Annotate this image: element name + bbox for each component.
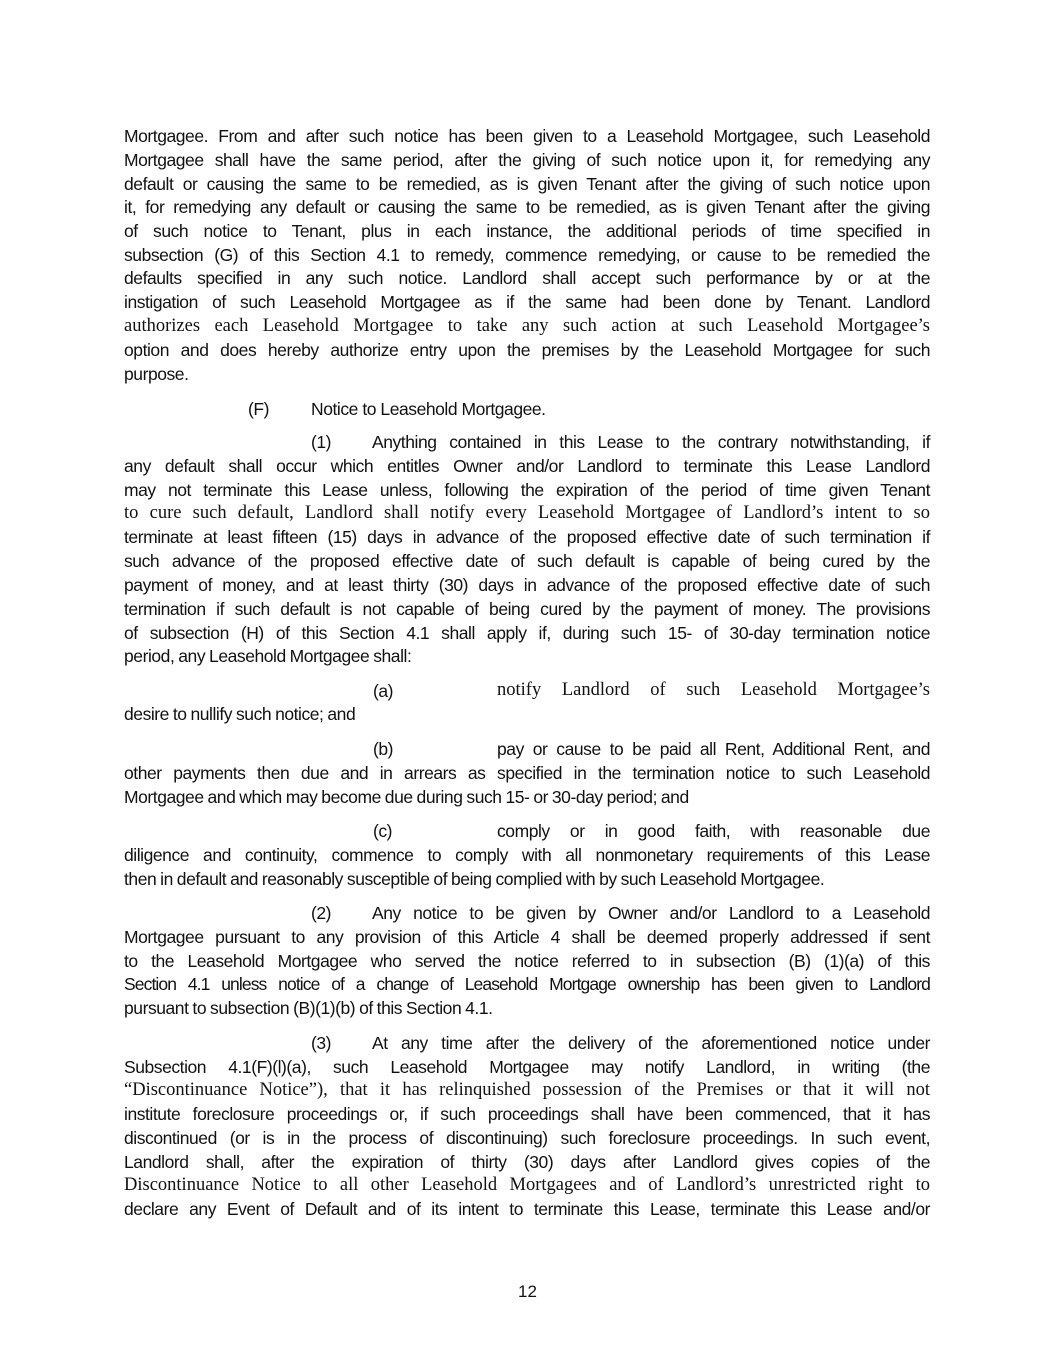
text-line: such advance of the proposed effective date of such default is capable of being cured by the (124, 551, 930, 571)
item-marker: (c) (373, 821, 393, 841)
text-line: then in default and reasonably susceptible of being complied with by such Leasehold Mortgagee. (124, 869, 825, 889)
item-marker: (a) (373, 681, 394, 701)
section-heading: Notice to Leasehold Mortgagee. (311, 399, 546, 419)
text-line: payment of money, and at least thirty (30) days in advance of the proposed effective date of such (124, 575, 930, 595)
text-line: Subsection 4.1(F)(l)(a), such Leasehold Mortgagee may notify Landlord, in writing (the (124, 1057, 930, 1077)
text-line: “Discontinuance Notice”), that it has relinquished possession of the Premises or that it will not (124, 1080, 930, 1100)
text-line: discontinued (or is in the process of discontinuing) such foreclosure proceedings. In such event, (124, 1128, 930, 1148)
subparagraph-marker: (2) (311, 903, 332, 923)
text-line: to cure such default, Landlord shall notify every Leasehold Mortgagee of Landlord’s intent to so (124, 503, 930, 523)
text-line: period, any Leasehold Mortgagee shall: (124, 646, 412, 666)
subparagraph-marker: (1) (311, 432, 332, 452)
text-line: Anything contained in this Lease to the contrary notwithstanding, if (372, 432, 930, 452)
text-line: institute foreclosure proceedings or, if such proceedings shall have been commenced, that it has (124, 1104, 930, 1124)
text-line: Mortgagee shall have the same period, after the giving of such notice upon it, for remedying any (124, 150, 930, 170)
text-line: diligence and continuity, commence to comply with all nonmonetary requirements of this Lease (124, 845, 930, 865)
text-line: notify Landlord of such Leasehold Mortgagee’s (497, 680, 930, 700)
text-line: defaults specified in any such notice. Landlord shall accept such performance by or at the (124, 268, 930, 288)
text-line: instigation of such Leasehold Mortgagee as if the same had been done by Tenant. Landlord (124, 292, 930, 312)
text-line: pay or cause to be paid all Rent, Additional Rent, and (497, 739, 930, 759)
text-line: Discontinuance Notice to all other Leasehold Mortgagees and of Landlord’s unrestricted right to (124, 1175, 930, 1195)
text-line: At any time after the delivery of the aforementioned notice under (372, 1033, 930, 1053)
text-line: pursuant to subsection (B)(1)(b) of this Section 4.1. (124, 998, 493, 1018)
text-line: termination if such default is not capable of being cured by the payment of money. The provisions (124, 599, 930, 619)
text-line: terminate at least fifteen (15) days in advance of the proposed effective date of such termination if (124, 527, 930, 547)
text-line: option and does hereby authorize entry upon the premises by the Leasehold Mortgagee for such (124, 340, 930, 360)
text-line: of such notice to Tenant, plus in each instance, the additional periods of time specified in (124, 221, 930, 241)
subparagraph-marker: (3) (311, 1033, 332, 1053)
text-line: authorizes each Leasehold Mortgagee to take any such action at such Leasehold Mortgagee’s (124, 316, 930, 336)
text-line: desire to nullify such notice; and (124, 704, 356, 724)
text-line: Landlord shall, after the expiration of thirty (30) days after Landlord gives copies of the (124, 1152, 930, 1172)
text-line: Mortgagee. From and after such notice has been given to a Leasehold Mortgagee, such Leasehold (124, 126, 930, 146)
text-line: other payments then due and in arrears as specified in the termination notice to such Leasehold (124, 763, 930, 783)
page-number: 12 (518, 1282, 537, 1301)
text-line: of subsection (H) of this Section 4.1 shall apply if, during such 15- of 30-day termination notice (124, 623, 930, 643)
text-line: it, for remedying any default or causing the same to be remedied, as is given Tenant after the giving (124, 197, 930, 217)
item-marker: (b) (373, 739, 394, 759)
text-line: any default shall occur which entitles Owner and/or Landlord to terminate this Lease Landlord (124, 456, 930, 476)
text-line: Mortgagee pursuant to any provision of this Article 4 shall be deemed properly addressed if sent (124, 927, 930, 947)
text-line: Any notice to be given by Owner and/or Landlord to a Leasehold (372, 903, 930, 923)
text-line: comply or in good faith, with reasonable due (497, 821, 930, 841)
text-line: Mortgagee and which may become due during such 15- or 30-day period; and (124, 787, 689, 807)
text-line: may not terminate this Lease unless, following the expiration of the period of time given Tenant (124, 480, 930, 500)
text-line: to the Leasehold Mortgagee who served the notice referred to in subsection (B) (1)(a) of this (124, 951, 930, 971)
text-line: declare any Event of Default and of its intent to terminate this Lease, terminate this Lease and/or (124, 1199, 930, 1219)
text-line: default or causing the same to be remedied, as is given Tenant after the giving of such notice upon (124, 174, 930, 194)
section-marker: (F) (248, 399, 269, 419)
text-line: purpose. (124, 364, 189, 384)
text-line: subsection (G) of this Section 4.1 to remedy, commence remedying, or cause to be remedied the (124, 245, 930, 265)
text-line: Section 4.1 unless notice of a change of Leasehold Mortgage ownership has been given to Landlord (124, 974, 930, 994)
